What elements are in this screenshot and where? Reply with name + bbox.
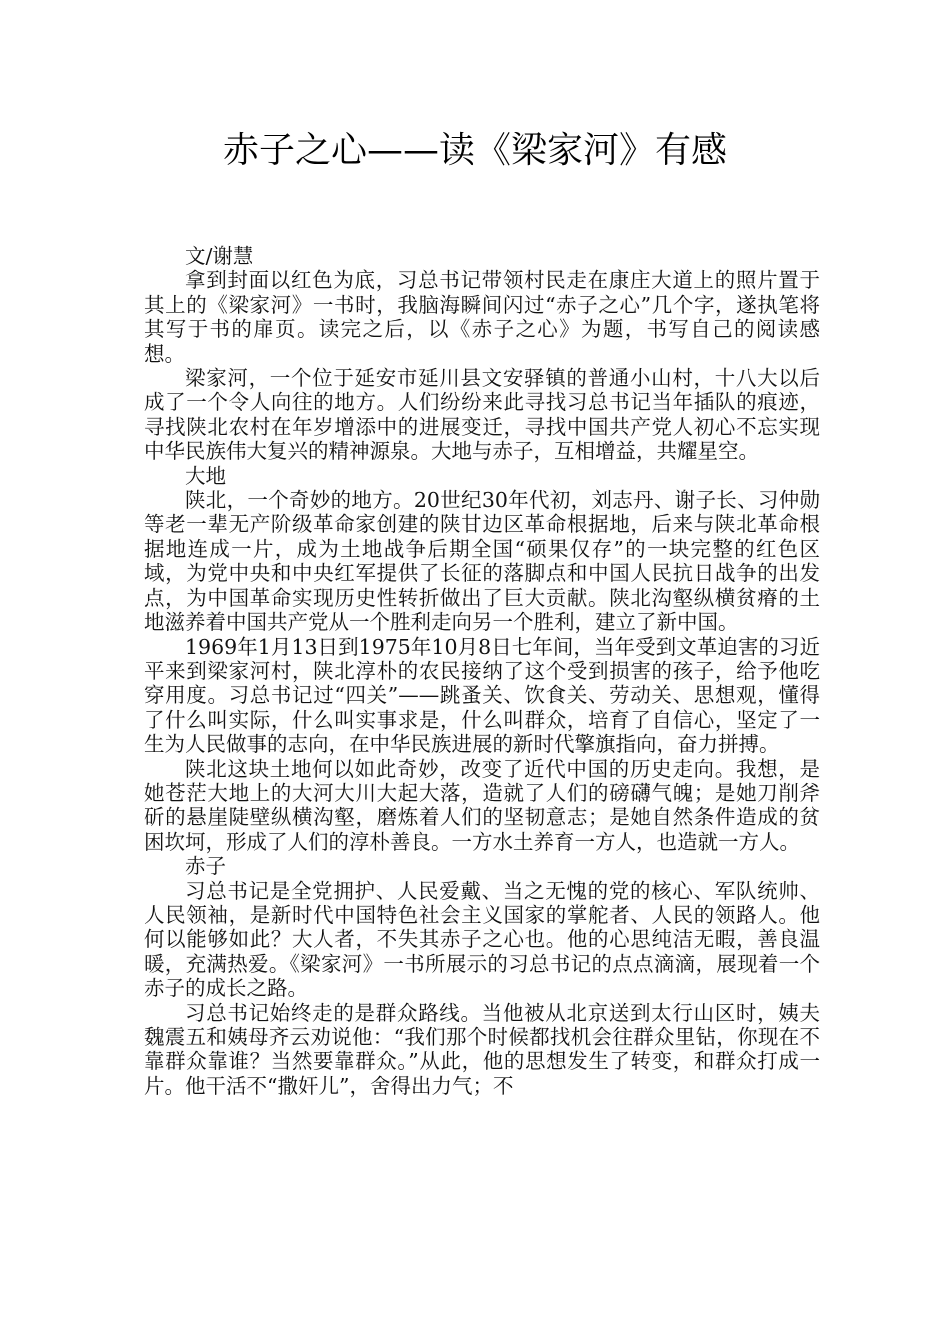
section-heading-dadi: 大地: [185, 463, 226, 488]
paragraph: 陕北，一个奇妙的地方。20世纪30年代初，刘志丹、谢子长、习仲勋等老一辈无产阶级革命家创建的陕甘边区革命根据地，后来与陕北革命根据地连成一片，成为土地战争后期全国“硕果仅存”的一块完整的红色区域，为党中央和中央红军提供了长征的落脚点和中国人民抗日战争的出发点，为中国革命实现历史性转折做出了巨大贡献。陕北沟壑纵横贫瘠的土地滋养着中国共产党从一个胜利走向另一个胜利，建立了新中国。: [144, 488, 820, 635]
paragraph: 习总书记始终走的是群众路线。当他被从北京送到太行山区时，姨夫魏震五和姨母齐云劝说他：“我们那个时候都找机会往群众里钻，你现在不靠群众靠谁？当然要靠群众。”从此，他的思想发生了转变，和群众打成一片。他干活不“撒奸儿”，舍得出力气；不: [144, 1000, 820, 1098]
paragraph: 习总书记是全党拥护、人民爱戴、当之无愧的党的核心、军队统帅、人民领袖，是新时代中国特色社会主义国家的掌舵者、人民的领路人。他何以能够如此？大人者，不失其赤子之心也。他的心思纯洁无暇，善良温暖，充满热爱。《梁家河》一书所展示的习总书记的点点滴滴，展现着一个赤子的成长之路。: [144, 878, 820, 1001]
author-line: 文/谢慧: [185, 244, 254, 268]
section-heading-chizi: 赤子: [185, 854, 226, 879]
paragraph: 拿到封面以红色为底，习总书记带领村民走在康庄大道上的照片置于其上的《梁家河》一书时，我脑海瞬间闪过“赤子之心”几个字，遂执笔将其写于书的扉页。读完之后，以《赤子之心》为题，书写自己的阅读感想。: [144, 268, 820, 366]
document-title: 赤子之心——读《梁家河》有感: [222, 130, 727, 171]
document-body: [144, 244, 820, 1098]
paragraph: 陕北这块土地何以如此奇妙，改变了近代中国的历史走向。我想，是她苍茫大地上的大河大川大起大落，造就了人们的磅礴气魄；是她刀削斧斫的悬崖陡壁纵横沟壑，磨炼着人们的坚韧意志；是她自然条件造成的贫困坎坷，形成了人们的淳朴善良。一方水土养育一方人，也造就一方人。: [144, 756, 820, 854]
paragraph: 1969年1月13日到1975年10月8日七年间，当年受到文革迫害的习近平来到梁家河村，陕北淳朴的农民接纳了这个受到损害的孩子，给予他吃穿用度。习总书记过“四关”——跳蚤关、饮食关、劳动关、思想观，懂得了什么叫实际，什么叫实事求是，什么叫群众，培育了自信心，坚定了一生为人民做事的志向，在中华民族进展的新时代擎旗指向，奋力拼搏。: [144, 634, 820, 757]
paragraph: 梁家河，一个位于延安市延川县文安驿镇的普通小山村，十八大以后成了一个令人向往的地方。人们纷纷来此寻找习总书记当年插队的痕迹，寻找陕北农村在年岁增添中的进展变迁，寻找中国共产党人初心不忘实现中华民族伟大复兴的精神源泉。大地与赤子，互相增益，共耀星空。: [144, 366, 820, 464]
